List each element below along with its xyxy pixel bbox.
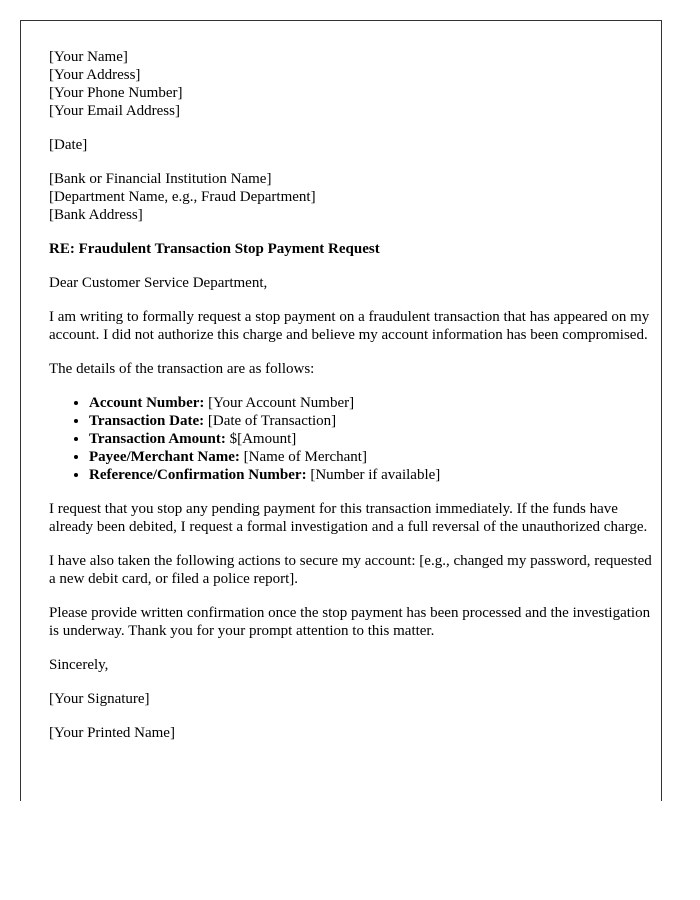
- transaction-details-list: [49, 394, 661, 484]
- letter-date: [Date]: [49, 137, 88, 153]
- signature: [Your Signature]: [49, 691, 150, 707]
- sender-block: [49, 48, 661, 120]
- detail-value: $[Amount]: [225, 431, 297, 447]
- details-intro: The details of the transaction are as follows:: [49, 361, 315, 377]
- sender-name: [Your Name]: [49, 49, 128, 65]
- body-paragraph-4: Please provide written confirmation once the stop payment has been processed and the investigation is underway. Thank you for your prompt attention to this matter.: [49, 605, 651, 639]
- body-paragraph-3: I have also taken the following actions to secure my account: [e.g., changed my password, requested a new debit card, or filed a police report].: [49, 553, 652, 587]
- sender-address: [Your Address]: [49, 67, 141, 83]
- detail-label: Account Number:: [89, 395, 205, 411]
- detail-value: [Number if available]: [306, 467, 441, 483]
- closing: Sincerely,: [49, 657, 109, 673]
- list-item: [89, 412, 661, 430]
- list-item: [89, 466, 661, 484]
- detail-value: [Your Account Number]: [204, 395, 355, 411]
- recipient-block: [49, 170, 661, 224]
- salutation: Dear Customer Service Department,: [49, 275, 268, 291]
- detail-label: Reference/Confirmation Number:: [89, 467, 307, 483]
- detail-value: [Date of Transaction]: [204, 413, 337, 429]
- letter-page: [20, 20, 662, 801]
- detail-label: Payee/Merchant Name:: [89, 449, 240, 465]
- list-item: [89, 448, 661, 466]
- body-paragraph-1: I am writing to formally request a stop payment on a fraudulent transaction that has appeared on my account. I did not authorize this charge and believe my account information has been compromised.: [49, 309, 650, 343]
- detail-value: [Name of Merchant]: [239, 449, 367, 465]
- list-item: [89, 430, 661, 448]
- list-item: [89, 394, 661, 412]
- sender-phone: [Your Phone Number]: [49, 85, 183, 101]
- body-paragraph-2: I request that you stop any pending payment for this transaction immediately. If the funds have already been debited, I request a formal investigation and a full reversal of the unauthorized charge.: [49, 501, 648, 535]
- bank-address: [Bank Address]: [49, 207, 143, 223]
- bank-name: [Bank or Financial Institution Name]: [49, 171, 272, 187]
- detail-label: Transaction Date:: [89, 413, 205, 429]
- department-name: [Department Name, e.g., Fraud Department]: [49, 189, 316, 205]
- printed-name: [Your Printed Name]: [49, 725, 175, 741]
- subject-line: RE: Fraudulent Transaction Stop Payment Request: [49, 241, 380, 257]
- sender-email: [Your Email Address]: [49, 103, 180, 119]
- detail-label: Transaction Amount:: [89, 431, 226, 447]
